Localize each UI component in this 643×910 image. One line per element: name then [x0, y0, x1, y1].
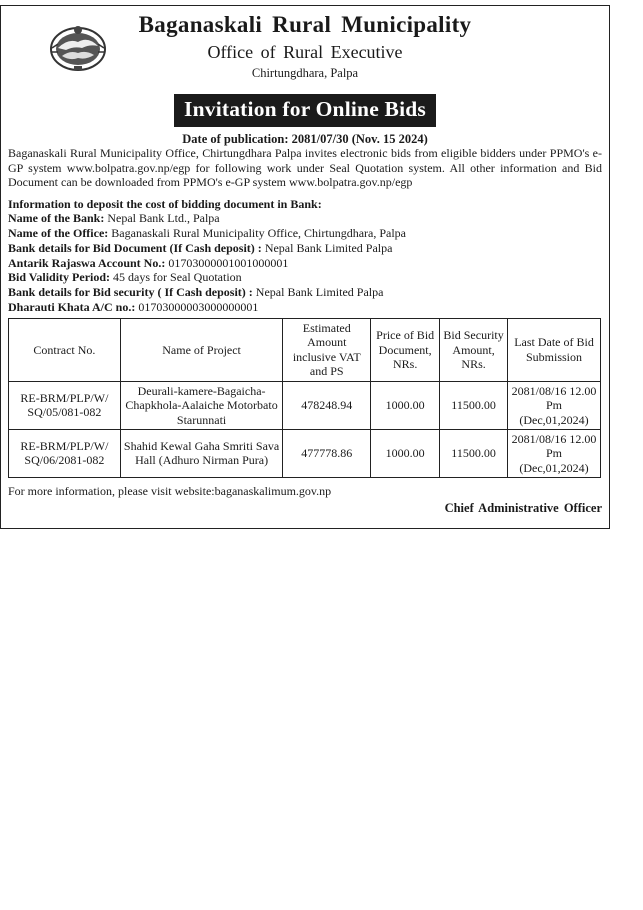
bank-line-value: 01703000001001000001	[165, 255, 289, 270]
document-price-cell: 1000.00	[371, 381, 440, 429]
signatory-title: Chief Administrative Officer	[444, 500, 602, 515]
bank-line-label: Bank details for Bid Document (If Cash deposit) :	[8, 240, 262, 255]
bank-line-label: Name of the Bank:	[8, 211, 105, 226]
estimated-amount-cell: 477778.86	[283, 429, 371, 477]
contract-no-cell: RE-BRM/PLP/W/ SQ/05/081-082	[9, 381, 121, 429]
estimated-amount-cell: 478248.94	[283, 381, 371, 429]
bank-line-label: Antarik Rajaswa Account No.:	[8, 255, 166, 270]
table-header-row	[9, 318, 601, 381]
column-header: Price of Bid Document, NRs.	[371, 318, 440, 381]
column-header: Name of Project	[120, 318, 283, 381]
more-info-text: For more information, please visit website:baganaskalimum.gov.np	[8, 483, 332, 498]
bank-info-heading: Information to deposit the cost of bidding document in Bank:	[8, 196, 322, 211]
dharauti-account-line	[8, 300, 602, 315]
office-subtitle: Office of Rural Executive	[207, 42, 403, 62]
bids-table	[8, 318, 601, 478]
bank-line-value: Baganaskali Rural Municipality Office, Chirtungdhara, Palpa	[108, 226, 406, 241]
rajaswa-account-line	[8, 256, 602, 271]
bid-document-bank-line	[8, 241, 602, 256]
bank-line-value: 45 days for Seal Quotation	[110, 270, 242, 285]
bank-info	[8, 197, 602, 315]
intro-paragraph: Baganaskali Rural Municipality Office, Chirtungdhara Palpa invites electronic bids from eligible bidders under PPMO's e-GP system www.bolpatra.gov.np/egp for following work under Seal Quotation system. All other information and Bid Document can be downloaded from PPMO's e-GP system www.bolpatra.gov.np/egp	[8, 146, 602, 189]
project-name-cell: Deurali-kamere-Bagaicha-Chapkhola-Aalaiche Motorbato Starunnati	[120, 381, 283, 429]
contract-no-cell: RE-BRM/PLP/W/ SQ/06/2081-082	[9, 429, 121, 477]
project-name-cell: Shahid Kewal Gaha Smriti Sava Hall (Adhuro Nirman Pura)	[120, 429, 283, 477]
bank-line-value: 01703000003000000001	[135, 300, 259, 315]
bank-line-label: Bank details for Bid security ( If Cash deposit) :	[8, 285, 253, 300]
bank-line-label: Dharauti Khata A/C no.:	[8, 300, 136, 315]
bank-line-label: Bid Validity Period:	[8, 270, 111, 285]
publication-date: Date of publication: 2081/07/30 (Nov. 15 2024)	[182, 132, 428, 146]
bid-notice	[0, 5, 610, 529]
column-header: Last Date of Bid Submission	[508, 318, 601, 381]
bank-line-value: Nepal Bank Limited Palpa	[261, 240, 393, 255]
bank-line-value: Nepal Bank Limited Palpa	[252, 285, 384, 300]
bid-security-cell: 11500.00	[440, 381, 508, 429]
column-header: Contract No.	[9, 318, 121, 381]
municipality-title: Baganaskali Rural Municipality	[138, 12, 472, 37]
table-row	[9, 381, 601, 429]
bank-name-line	[8, 211, 602, 226]
last-date-cell: 2081/08/16 12.00 Pm (Dec,01,2024)	[508, 381, 601, 429]
table-row	[9, 429, 601, 477]
bid-validity-line	[8, 270, 602, 285]
document-price-cell: 1000.00	[371, 429, 440, 477]
office-name-line	[8, 226, 602, 241]
office-location: Chirtungdhara, Palpa	[251, 66, 359, 80]
bank-line-label: Name of the Office:	[8, 226, 109, 241]
bid-security-bank-line	[8, 285, 602, 300]
notice-header	[8, 6, 602, 86]
column-header: Bid Security Amount, NRs.	[440, 318, 508, 381]
bank-line-value: Nepal Bank Ltd., Palpa	[104, 211, 220, 226]
bid-security-cell: 11500.00	[440, 429, 508, 477]
invitation-banner: Invitation for Online Bids	[174, 94, 436, 127]
last-date-cell: 2081/08/16 12.00 Pm (Dec,01,2024)	[508, 429, 601, 477]
column-header: Estimated Amount inclusive VAT and PS	[283, 318, 371, 381]
